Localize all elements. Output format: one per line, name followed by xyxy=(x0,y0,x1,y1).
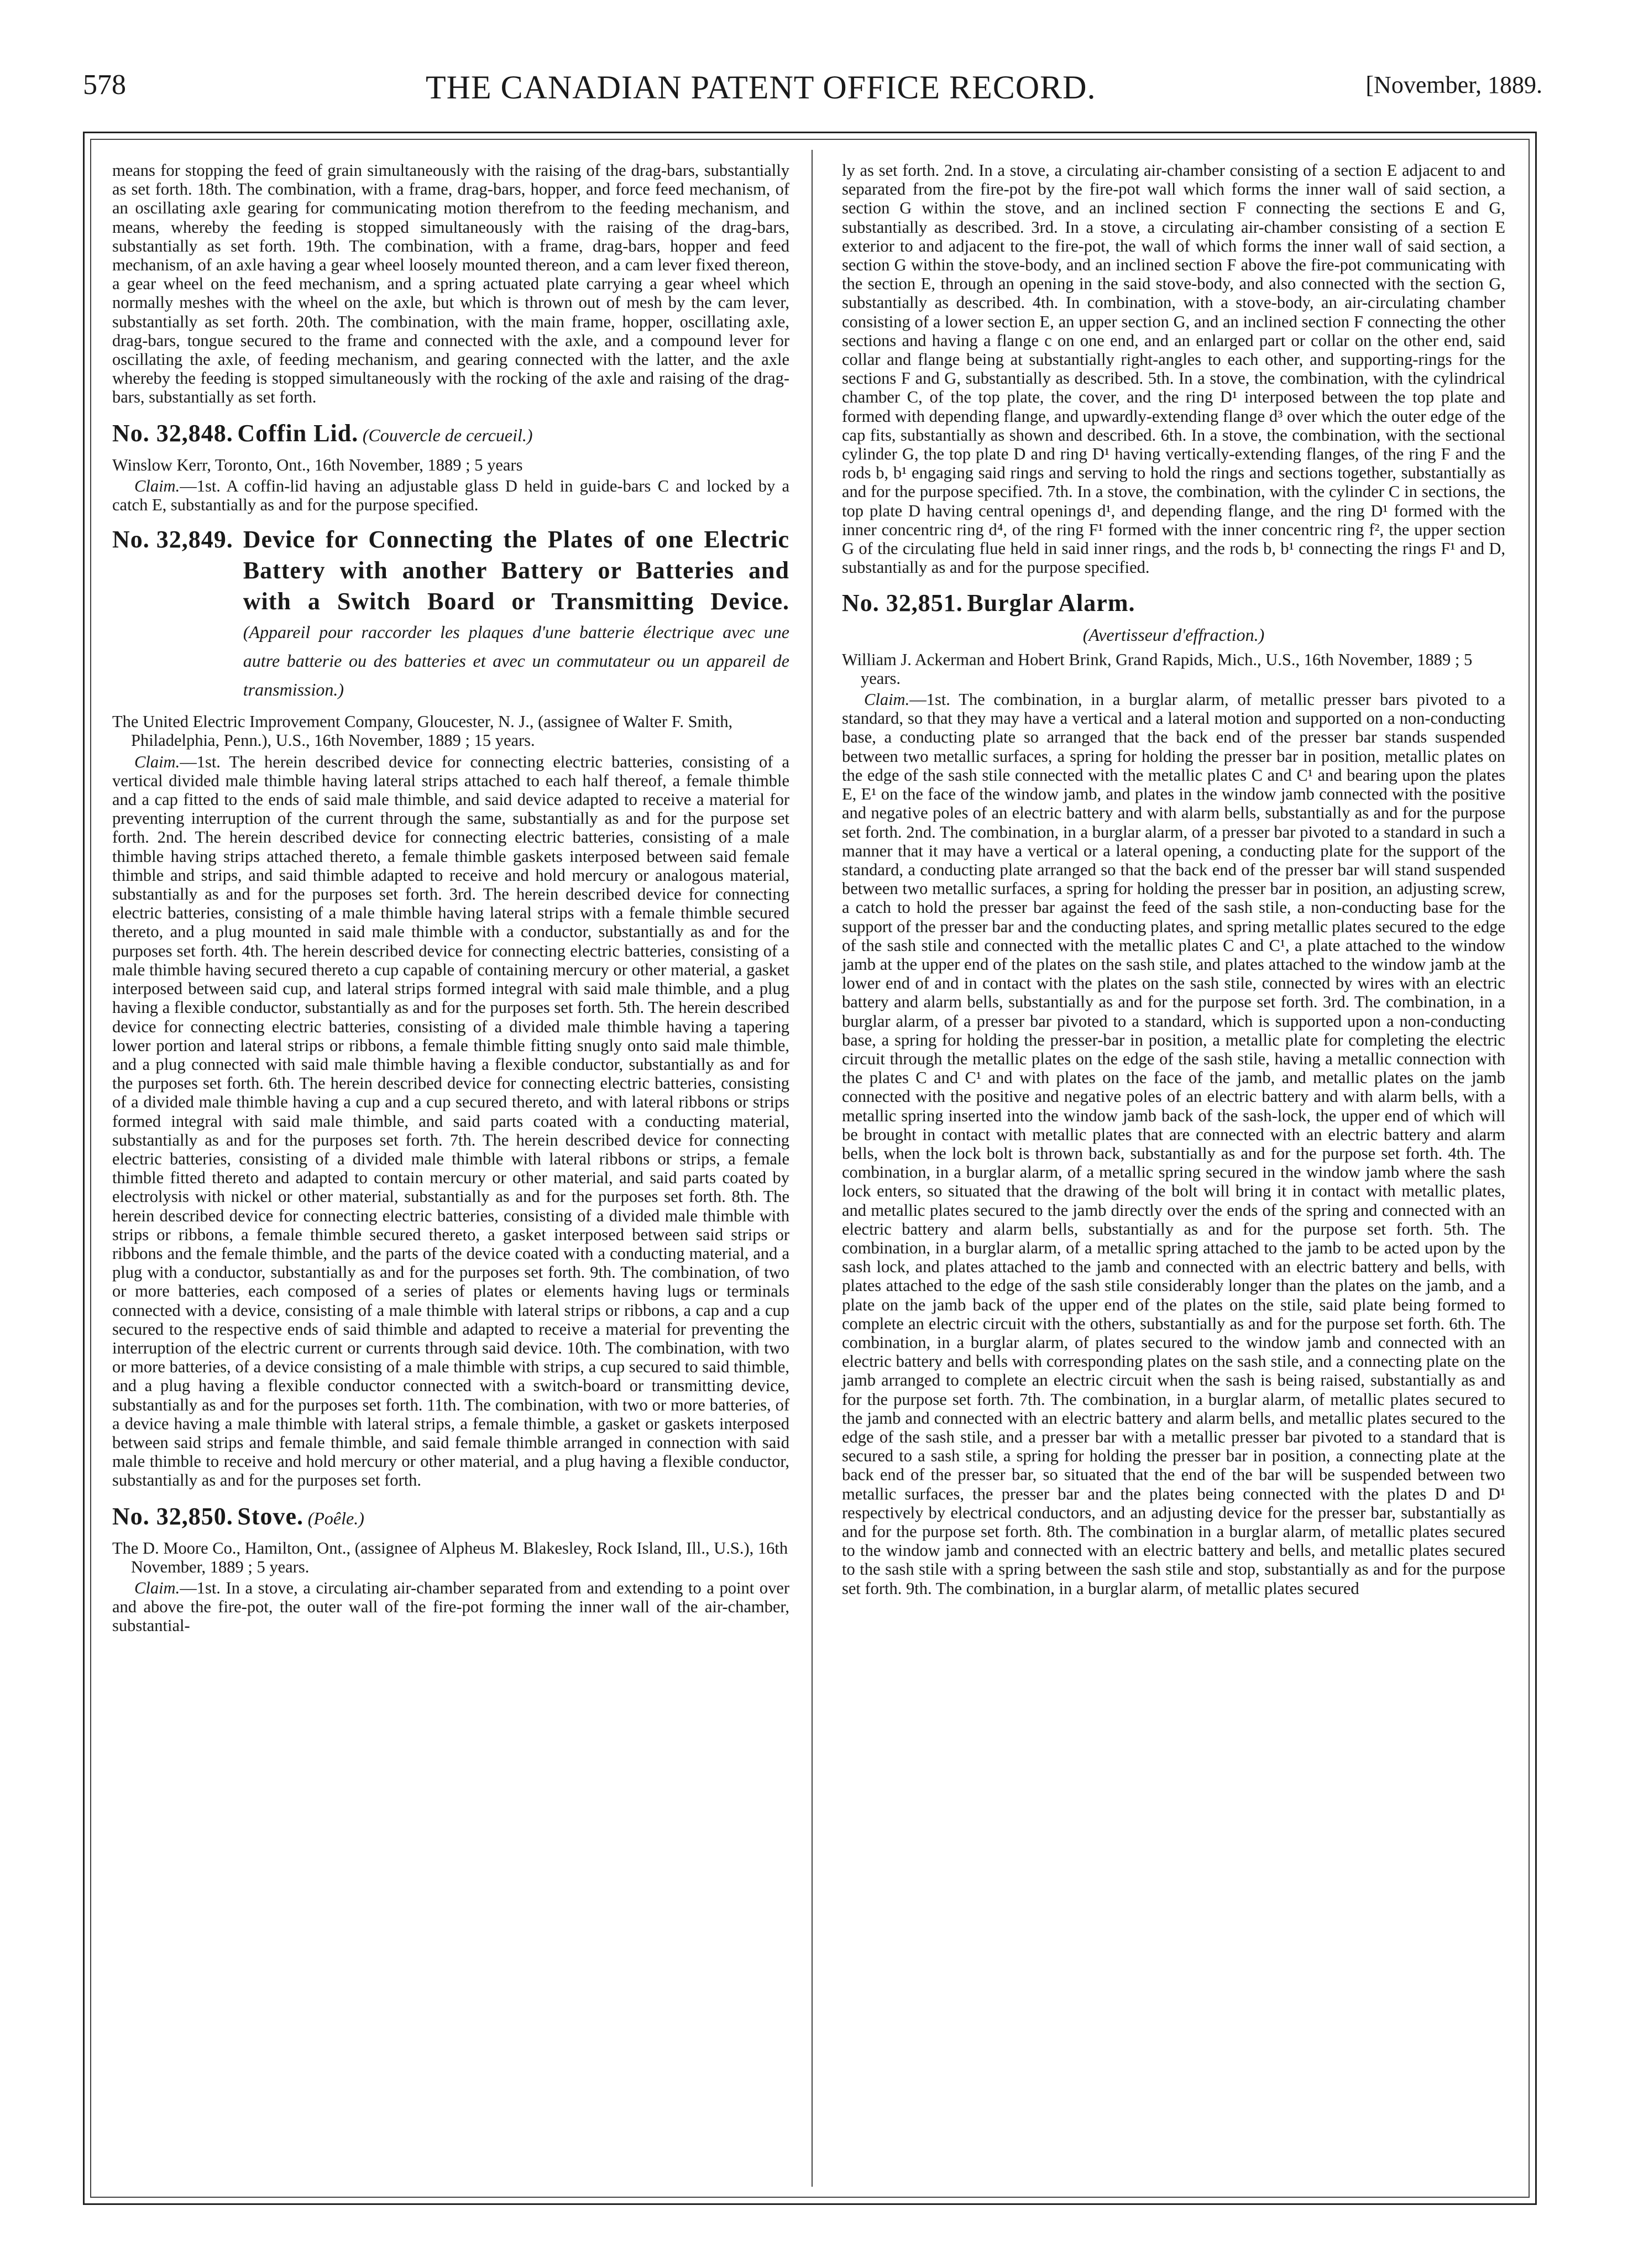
column-divider xyxy=(812,150,813,2187)
left-column xyxy=(112,161,789,1635)
claim-body: —1st. A coffin-lid having an adjustable glass D held in guide-bars C and locked by a catch E, substantially as and for the purpose specified. xyxy=(112,476,789,515)
grantee: Winslow Kerr, Toronto, Ont., 16th November, 1889 ; 5 years xyxy=(112,455,523,474)
patent-heading-32848 xyxy=(112,419,789,450)
patent-title: Burglar Alarm. xyxy=(967,589,1135,617)
patent-title: Device for Connecting the Plates of one Electric Battery with another Battery or Batteries and with a Switch Board or Transmitting Device. xyxy=(243,526,789,615)
grantee: William J. Ackerman and Hobert Brink, Grand Rapids, Mich., U.S., 16th November, 1889 ; 5 years. xyxy=(842,650,1473,688)
patent-heading-32850 xyxy=(112,1502,789,1533)
claim-body: —1st. In a stove, a circulating air-chamber separated from and extending to a point over and above the fire-pot, the outer wall of the fire-pot forming the inner wall of the air-chamber, substantial- xyxy=(112,1578,789,1635)
claim-body: —1st. The combination, in a burglar alarm, of metallic presser bars pivoted to a standard, so that they may have a vertical and a lateral motion and supported on a non-conducting base, a conducting plate so arranged that the back end of the presser bar stands suspended between two metallic surfaces, a spring for holding the presser bar in position, metallic plates on the edge of the sash stile connected with the metallic plates C and C¹ and bearing upon the plates E, E¹ on the face of the window jamb, and plates in the window jamb connected with the positive and negative poles of an electric battery and with alarm bells, substantially as and for the purpose set forth. 2nd. The combination, in a burglar alarm, of a presser bar pivoted to a standard in such a manner that it may have a vertical or a lateral opening, a conducting plate for the support of the standard, a conducting plate arranged so that the back end of the presser bar will stand suspended between two metallic surfaces, a spring for holding the presser bar in position, an adjusting screw, a catch to hold the presser bar against the feed of the sash stile, a non-conducting base for the support of the presser bar and the conducting plates, and spring metallic plates secured to the edge of the sash stile and connected with the metallic plates C and C¹, a plate attached to the window jamb at the upper end of the plates on the sash stile, and plates attached to the window jamb at the lower end of and in contact with the plates on the sash stile, connected by wires with an electric battery and alarm bells, substantially as and for the purpose set forth. 3rd. The combination, in a burglar alarm, of a presser bar pivoted to a standard, which is supported upon a non-conducting base, a spring for holding the presser-bar in position, a metallic plate for completing the electric circuit through the metallic plates on the edge of the sash stile, having a metallic connection with the plates C and C¹ and with plates on the face of the jamb, and metallic plates on the jamb connected with the positive and negative poles of an electric battery and with alarm bells, with a metallic spring inserted into the window jamb back of the sash-lock, the upper end of which will be brought in contact with metallic plates that are connected with an electric battery and alarm bells, when the lock bolt is thrown back, substantially as and for the purpose set forth. 4th. The combination, in a burglar alarm, of a metallic spring secured in the window jamb where the sash lock enters, so situated that the drawing of the bolt will bring it in contact with metallic plates, and metallic plates secured to the jamb directly over the ends of the spring and connected with an electric battery and alarm bells, substantially as and for the purpose set forth. 5th. The combination, in a burglar alarm, of a metallic spring attached to the jamb to be acted upon by the sash lock, and plates attached to the jamb and connected with an electric battery and bells, with plates attached to the edge of the sash stile considerably longer than the plates on the jamb, and a plate on the jamb back of the upper end of the plates on the stile, said plate being formed to complete an electric circuit with the others, substantially as and for the purpose set forth. 6th. The combination, in a burglar alarm, of plates secured to the window jamb and connected with an electric battery and bells with corresponding plates on the sash stile, and a connecting plate on the jamb arranged to complete an electric circuit when the sash is being raised, substantially as and for the purpose set forth. 7th. The combination, in a burglar alarm, of metallic plates secured to the jamb and connected with an electric battery and alarm bells, and metallic plates secured to the edge of the sash stile, and a presser bar with a metallic presser bar pivoted to a standard that is secured to a sash stile, a spring for holding the presser bar in position, a connecting plate at the back end of the presser bar, so situated that the end of the bar will be suspended between two metallic surfaces, the presser bar and the plates being connected with the plates D and D¹ respectively by electrical conductors, and an adjusting device for the presser bar, substantially as and for the purpose set forth. 8th. The combination in a burglar alarm, of metallic plates secured to the window jamb and connected with an electric battery and bells, and metallic plates secured to the sash stile with a spring between the sash stile and stop, substantially as and for the purpose set forth. 9th. The combination, in a burglar alarm, of metallic plates secured xyxy=(842,690,1505,1598)
claim-text xyxy=(112,477,789,514)
patent-number: No. 32,849. xyxy=(112,526,233,553)
patent-number: No. 32,851. xyxy=(842,589,963,617)
french-title: (Couvercle de cercueil.) xyxy=(362,425,533,445)
french-title: (Poêle.) xyxy=(307,1508,364,1528)
claim-label: Claim. xyxy=(134,476,180,495)
patent-heading-32849 xyxy=(112,525,789,704)
grantee: The D. Moore Co., Hamilton, Ont., (assignee of Alpheus M. Blakesley, Rock Island, Ill., U.S.), 16th November, 1889 ; 5 years. xyxy=(112,1538,788,1576)
claim-label: Claim. xyxy=(134,752,180,771)
heading-body xyxy=(243,525,789,704)
claim-text xyxy=(112,752,789,1490)
french-title: (Appareil pour raccorder les plaques d'une batterie électrique avec une autre batterie ou des batteries et avec un commutateur ou un appareil de transmission.) xyxy=(243,622,789,700)
patent-title: Coffin Lid. xyxy=(237,419,359,447)
claim-label: Claim. xyxy=(134,1578,180,1597)
page-frame xyxy=(83,132,1537,2205)
french-title: (Avertisseur d'effraction.) xyxy=(1082,625,1265,645)
patent-number: No. 32,848. xyxy=(112,419,233,447)
patent-title: Stove. xyxy=(237,1502,304,1530)
claim-text xyxy=(842,690,1505,1598)
claim-text xyxy=(112,1579,789,1635)
claim-label: Claim. xyxy=(864,690,910,709)
continued-claims: ly as set forth. 2nd. In a stove, a circulating air-chamber consisting of a section E adjacent to and separated from the fire-pot by the fire-pot wall which forms the inner wall of said section, a section G within the stove, and an inclined section F connecting the sections E and G, substantially as described. 3rd. In a stove, a circulating air-chamber consisting of a section E exterior to and adjacent to the fire-pot, the wall of which forms the inner wall of said section, a section G within the stove-body, and an inclined section F above the fire-pot communicating with the section E, through an opening in the said stove-body, and also connected with the section G, substantially as described. 4th. In combination, with a stove-body, an air-circulating chamber consisting of a lower section E, an upper section G, and an inclined section F connecting the other sections and having a flange c on one end, and an enlarged part or collar on the other end, said collar and flange being at substantially right-angles to each other, and supporting-rings for the sections F and G, substantially as described. 5th. In a stove, the combination, with the cylindrical chamber C, of the top plate, the cover, and the ring D¹ interposed between the top plate and formed with depending flange, and upwardly-extending flange d³ over which the outer edge of the cap fits, substantially as shown and described. 6th. In a stove, the combination, with the sectional cylinder G, the top plate D and ring D¹ having vertically-extending flanges, of the ring F and the rods b, b¹ engaging said rings and serving to hold the rings and sections together, substantially as and for the purpose specified. 7th. In a stove, the combination, with the cylinder C in sections, the top plate D having central openings d¹, and depending flange, and the ring D¹ formed with the inner concentric ring d⁴, of the ring F¹ formed with the inner concentric ring f², the upper section G of the circulating flue held in said inner rings, and the rods b, b¹ connecting the rings F¹ and D, substantially as and for the purpose specified. xyxy=(842,161,1505,577)
claim-body: —1st. The herein described device for connecting electric batteries, consisting of a vertical divided male thimble having lateral strips attached to each half thereof, a female thimble and a cap fitted to the ends of said male thimble, and said device adapted to receive a material for preventing interruption of the current through the same, substantially as and for the purpose set forth. 2nd. The herein described device for connecting electric batteries, consisting of a male thimble having strips attached thereto, a female thimble gaskets interposed between said female thimble and strips, and said thimble adapted to receive and hold mercury or analogous material, substantially as and for the purposes set forth. 3rd. The herein described device for connecting electric batteries, consisting of a male thimble having lateral strips with a female thimble secured thereto, and a plug mounted in said male thimble with a conductor, substantially as and for the purposes set forth. 4th. The herein described device for connecting electric batteries, consisting of a male thimble having secured thereto a cup capable of containing mercury or other material, a gasket interposed between said cup, and lateral strips formed integral with said male thimble, and a plug having a flexible conductor, substantially as and for the purposes set forth. 5th. The herein described device for connecting electric batteries, consisting of a divided male thimble having a tapering lower portion and lateral strips or ribbons, a female thimble fitting snugly onto said male thimble, and a plug connected with said male thimble having a flexible conductor, substantially as and for the purposes set forth. 6th. The herein described device for connecting electric batteries, consisting of a divided male thimble having a cup and a cup secured thereto, and with lateral ribbons or strips formed integral with said male thimble, and said parts coated with a conducting material, substantially as and for the purposes set forth. 7th. The herein described device for connecting electric batteries, consisting of a divided male thimble with lateral ribbons or strips, a female thimble fitted thereto and adapted to contain mercury or other material, and said parts coated by electrolysis with nickel or other material, substantially as and for the purposes set forth. 8th. The herein described device for connecting electric batteries, consisting of a divided male thimble with strips or ribbons, a female thimble secured thereto, a gasket interposed between said strips or ribbons and the female thimble, and the parts of the device coated with a conducting material, and a plug with a conductor, substantially as and for the purposes set forth. 9th. The combination, of two or more batteries, each composed of a series of plates or elements having lugs or terminals connected with a device, consisting of a male thimble with lateral strips or ribbons, a cap and a cup secured to the respective ends of said thimble and adapted to receive a material for preventing the interruption of the electric current or currents through said device. 10th. The combination, with two or more batteries, of a device consisting of a male thimble with strips, a cup secured to said thimble, and a plug having a flexible conductor connected with a switch-board or transmitting device, substantially as and for the purposes set forth. 11th. The combination, with two or more batteries, of a device having a male thimble with lateral strips, a female thimble, a gasket or gaskets interposed between said strips and female thimble, and said female thimble arranged in connection with said male thimble to receive and hold mercury or other material, and a plug having a flexible conductor, substantially as and for the purposes set forth. xyxy=(112,752,789,1490)
issue-date: [November, 1889. xyxy=(1365,71,1542,98)
grantee: The United Electric Improvement Company, Gloucester, N. J., (assignee of Walter F. Smith, Philadelphia, Penn.), U.S., 16th November, 1889 ; 15 years. xyxy=(112,712,733,750)
right-column xyxy=(842,161,1505,1598)
publication-title: THE CANADIAN PATENT OFFICE RECORD. xyxy=(426,69,1096,106)
page-number: 578 xyxy=(83,69,126,101)
patent-number: No. 32,850. xyxy=(112,1502,233,1530)
page-header xyxy=(83,69,1542,113)
patent-heading-32851 xyxy=(842,589,1505,620)
continued-claims: means for stopping the feed of grain simultaneously with the raising of the drag-bars, substantially as set forth. 18th. The combination, with a frame, drag-bars, hopper, and force feed mechanism, of an oscillating axle gearing for communicating motion therefrom to the feeding mechanism, and means, whereby the feeding is stopped simultaneously with the raising of the drag-bars, substantially as set forth. 19th. The combination, with a frame, drag-bars, hopper and feed mechanism, of an axle having a gear wheel loosely mounted thereon, and a cam lever fixed thereon, a gear wheel on the feed mechanism, and a spring actuated plate carrying a gear wheel which normally meshes with the wheel on the axle, but which is thrown out of mesh by the cam lever, substantially as set forth. 20th. The combination, with the main frame, hopper, oscillating axle, drag-bars, tongue secured to the frame and connected with the axle, and a compound lever for oscillating the axle, of feeding mechanism, and gearing connected with the latter, and the axle whereby the feeding is stopped simultaneously with the rocking of the axle and raising of the drag-bars, substantially as set forth. xyxy=(112,161,789,407)
